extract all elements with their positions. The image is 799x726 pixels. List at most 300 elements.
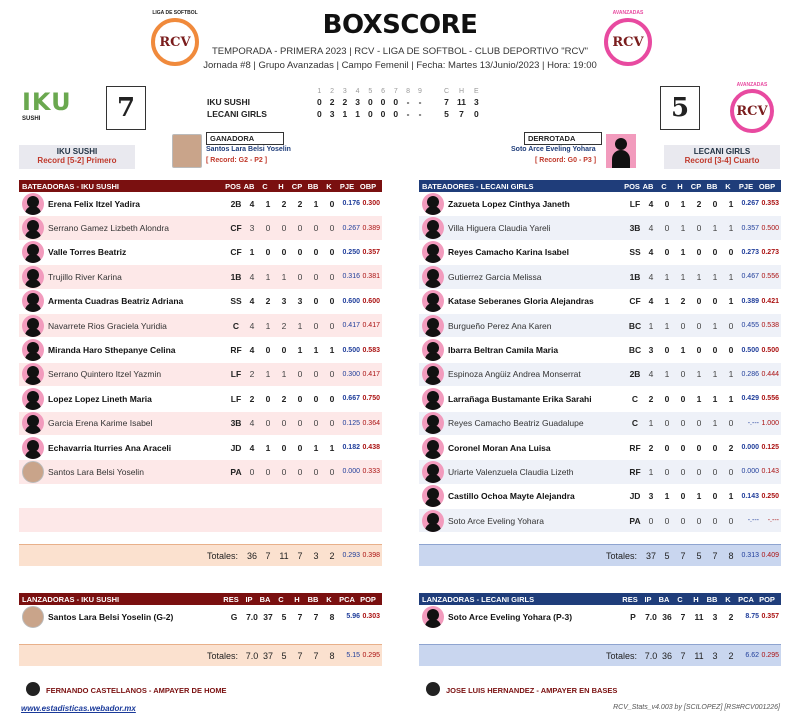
stat-k: 0 [728, 466, 734, 477]
col-head: PCA [738, 594, 754, 604]
player-name: Echavarria Iturries Ana Araceli [48, 442, 172, 453]
inning-runs: 0 [380, 109, 386, 119]
player-silhouette-icon [22, 412, 44, 434]
stat-bb: 0 [313, 271, 319, 282]
table-header [419, 180, 781, 192]
total-hits: 7 [459, 109, 464, 119]
stat-cp: 1 [696, 369, 702, 380]
stat-obp: 0.125 [761, 444, 779, 452]
col-head: C [262, 181, 268, 191]
stat-c: 0 [265, 345, 271, 356]
stat-obp: 0.364 [362, 419, 380, 427]
col-head: POS [225, 181, 241, 191]
total-hits: 11 [457, 97, 467, 107]
team-name: IKU SUSHI [207, 97, 250, 107]
player-row [19, 216, 382, 240]
total-runs: 7 [444, 97, 449, 107]
stat-c: 0 [664, 418, 670, 429]
stat-pje: 0.182 [342, 444, 360, 452]
player-row [419, 387, 781, 411]
stat-pje: 0.500 [741, 346, 759, 354]
player-silhouette-icon [22, 315, 44, 337]
stat-obp: 0.538 [761, 322, 779, 330]
stat-pje: 0.357 [741, 224, 759, 232]
stat-pje: 0.000 [741, 444, 759, 452]
player-silhouette-icon [422, 217, 444, 239]
player-silhouette-icon [422, 510, 444, 532]
ip: 7.0 [645, 611, 657, 622]
inning-runs: 0 [317, 109, 322, 119]
stat-pos: 2B [629, 369, 641, 380]
total-h: 11 [279, 550, 289, 561]
inning-runs: 0 [317, 97, 322, 107]
stat-c: 1 [265, 369, 271, 380]
player-name: Villa Higuera Claudia Yareli [448, 223, 551, 234]
total-c: 5 [664, 550, 670, 561]
player-name: Burgueño Perez Ana Karen [448, 320, 552, 331]
stat-obp: 0.444 [761, 370, 779, 378]
stat-pos: 3B [230, 418, 242, 429]
stat-k: 2 [728, 442, 734, 453]
stat-obp: 0.353 [761, 200, 779, 208]
player-name: Serrano Gamez Lizbeth Alondra [48, 223, 169, 234]
k: 8 [329, 611, 335, 622]
stat-c: 1 [664, 271, 670, 282]
stat-cp: 2 [696, 198, 702, 209]
col-head: RES [223, 594, 239, 604]
total-cp: 5 [696, 550, 702, 561]
total-ab: 36 [246, 550, 257, 561]
stat-pos: 2B [230, 198, 242, 209]
stat-h: 0 [680, 418, 686, 429]
stat-pos: CF [230, 223, 242, 234]
stat-k: 1 [728, 296, 734, 307]
stat-c: 0 [265, 418, 271, 429]
inning-runs: 3 [329, 109, 335, 119]
stat-h: 0 [281, 345, 287, 356]
total-h: 7 [680, 550, 686, 561]
logo-caption: LIGA DE SOFTBOL [152, 10, 198, 16]
total-k: 2 [329, 550, 335, 561]
stat-pje: 0.286 [741, 370, 759, 378]
runs-head: C [443, 88, 450, 95]
logo-caption: AVANZADAS [612, 10, 644, 16]
player-silhouette-icon [22, 437, 44, 459]
player-row [419, 412, 781, 436]
player-row [419, 290, 781, 314]
table-title: LANZADORAS - IKU SUSHI [22, 594, 120, 604]
stat-k: 0 [329, 369, 335, 380]
umpire-icon [26, 682, 40, 696]
player-silhouette-icon [22, 363, 44, 385]
stat-h: 2 [680, 296, 686, 307]
result: G [230, 611, 238, 622]
stat-obp: 0.381 [362, 273, 380, 281]
stat-h: 2 [281, 320, 287, 331]
stat-ab: 4 [648, 223, 654, 234]
player-row [19, 460, 382, 484]
stat-k: 1 [329, 442, 335, 453]
stat-c: 0 [664, 393, 670, 404]
linescore-row-home [203, 96, 483, 108]
stat-h: 0 [680, 466, 686, 477]
col-head: K [326, 594, 332, 604]
col-head: K [725, 594, 731, 604]
stat-k: 1 [728, 198, 734, 209]
stat-pos: JD [629, 491, 641, 502]
stat-bb: 0 [712, 515, 718, 526]
stat-pos: RF [230, 345, 242, 356]
player-name: Coronel Moran Ana Luisa [448, 442, 551, 453]
player-row [419, 216, 781, 240]
stat-c: 2 [265, 296, 271, 307]
stat-pos: JD [230, 442, 242, 453]
c: 5 [281, 611, 287, 622]
totals-label: Totales: [206, 550, 238, 561]
stat-pos: PA [629, 515, 641, 526]
player-row [19, 363, 382, 387]
stat-h: 0 [680, 320, 686, 331]
inning-runs: - [418, 97, 422, 107]
col-head: AB [642, 181, 654, 191]
col-head: BA [658, 594, 670, 604]
stat-pos: C [631, 393, 639, 404]
stat-ab: 4 [249, 271, 255, 282]
h: 11 [694, 611, 704, 622]
stat-k: 0 [329, 223, 335, 234]
col-head: RES [622, 594, 638, 604]
pitching-away-totals [419, 644, 781, 666]
stat-bb: 0 [313, 247, 319, 258]
batting-home-totals [19, 544, 382, 566]
player-row [419, 192, 781, 216]
stat-cp: 0 [696, 345, 702, 356]
stat-cp: 1 [696, 271, 702, 282]
table-header [19, 593, 382, 605]
stat-pje: 0.125 [342, 419, 360, 427]
stat-obp: -.--- [767, 517, 779, 525]
stat-cp: 0 [696, 515, 702, 526]
stat-cp: 0 [696, 418, 702, 429]
totals-label: Totales: [605, 650, 637, 661]
ip: 7.0 [246, 611, 258, 622]
stat-pje: -.--- [747, 419, 759, 427]
total-errors: 0 [474, 109, 479, 119]
player-name: Garcia Erena Karime Isabel [48, 418, 153, 429]
stat-bb: 0 [313, 418, 319, 429]
stat-ab: 1 [648, 466, 654, 477]
col-head: CP [690, 181, 702, 191]
col-head: C [661, 181, 667, 191]
empty-row [19, 508, 382, 532]
col-head: PCA [339, 594, 355, 604]
stat-ab: 4 [648, 247, 654, 258]
stat-bb: 0 [313, 320, 319, 331]
player-name: Zazueta Lopez Cinthya Janeth [448, 198, 570, 209]
stat-pje: 0.250 [342, 248, 360, 256]
col-head: OBP [758, 181, 776, 191]
stat-ab: 1 [648, 320, 654, 331]
stat-bb: 0 [712, 247, 718, 258]
stat-c: 1 [664, 320, 670, 331]
stat-c: 1 [265, 271, 271, 282]
stat-ab: 3 [249, 223, 255, 234]
stat-pje: 0.429 [741, 395, 759, 403]
losing-pitcher-name: Soto Arce Eveling Yohara [511, 146, 596, 153]
inning-head: 5 [368, 88, 373, 95]
player-row [19, 338, 382, 362]
stat-cp: 0 [696, 466, 702, 477]
stat-ab: 4 [249, 345, 255, 356]
col-head: POS [624, 181, 640, 191]
player-row [19, 290, 382, 314]
stat-bb: 0 [313, 296, 319, 307]
stat-k: 1 [728, 223, 734, 234]
stat-bb: 0 [313, 223, 319, 234]
player-row [419, 509, 781, 533]
stat-pje: 0.417 [342, 322, 360, 330]
stat-pos: SS [629, 247, 641, 258]
stat-obp: 0.556 [761, 273, 779, 281]
stat-cp: 1 [696, 393, 702, 404]
season-line: TEMPORADA - PRIMERA 2023 | RCV - LIGA DE SOFTBOL - CLUB DEPORTIVO "RCV" [211, 46, 589, 57]
website-link[interactable]: www.estadisticas.webador.mx [21, 704, 136, 713]
table-title: BATEADORAS - IKU SUSHI [22, 181, 119, 191]
stat-ab: 2 [249, 393, 255, 404]
total-pca: 5.15 [346, 652, 360, 659]
inning-head: 9 [418, 88, 422, 95]
player-silhouette-icon [422, 606, 444, 628]
player-name: Lopez Lopez Lineth Maria [48, 393, 152, 404]
player-row [19, 192, 382, 216]
stat-h: 2 [281, 393, 287, 404]
stat-obp: 0.357 [362, 248, 380, 256]
linescore-row-away [203, 108, 483, 120]
total-pje: 0.293 [342, 552, 360, 559]
stat-c: 0 [265, 466, 271, 477]
stat-cp: 0 [297, 223, 303, 234]
stat-bb: 1 [712, 271, 718, 282]
stat-c: 0 [664, 223, 670, 234]
stat-pos: C [631, 418, 639, 429]
rcv-logo: RCV [151, 18, 199, 66]
stat-c: 0 [664, 247, 670, 258]
team-name: LECANI GIRLS [693, 147, 751, 156]
stat-ab: 4 [249, 296, 255, 307]
stat-cp: 1 [297, 320, 303, 331]
player-silhouette-icon [422, 412, 444, 434]
stat-cp: 0 [297, 271, 303, 282]
col-head: C [677, 594, 683, 604]
player-photo [22, 606, 44, 628]
inning-head: 7 [393, 88, 398, 95]
stat-pje: 0.176 [342, 200, 360, 208]
pitching-home-totals [19, 644, 382, 666]
stat-bb: 0 [712, 198, 718, 209]
stat-pos: 1B [230, 271, 242, 282]
stat-bb: 0 [712, 296, 718, 307]
player-name: Navarrete Rios Graciela Yuridia [48, 320, 167, 331]
stat-c: 0 [664, 345, 670, 356]
inning-runs: 0 [367, 109, 373, 119]
col-head: PJE [339, 181, 355, 191]
stat-pos: CF [629, 296, 641, 307]
stat-bb: 1 [313, 345, 319, 356]
player-silhouette-icon [22, 388, 44, 410]
page-title: BOXSCORE [322, 10, 478, 40]
credit-text: RCV_Stats_v4.003 by [SCILOPEZ] [RS#RCV001226] [613, 704, 780, 711]
col-head: H [278, 181, 284, 191]
player-row [419, 241, 781, 265]
stat-c: 0 [664, 198, 670, 209]
stat-ab: 4 [648, 271, 654, 282]
ba: 36 [662, 611, 672, 622]
stat-ab: 3 [648, 345, 654, 356]
stat-ab: 4 [648, 296, 654, 307]
stat-ab: 4 [249, 418, 255, 429]
stat-pos: RF [629, 442, 641, 453]
stat-pos: 1B [629, 271, 641, 282]
stat-pos: LF [230, 369, 242, 380]
result: P [630, 611, 636, 622]
player-name: Ibarra Beltran Camila Maria [448, 345, 559, 356]
player-row [19, 436, 382, 460]
col-head: K [326, 181, 332, 191]
stat-cp: 0 [696, 247, 702, 258]
stat-ab: 2 [249, 369, 255, 380]
total-bb: 3 [712, 650, 718, 661]
inning-runs: 0 [380, 97, 386, 107]
stat-cp: 0 [297, 418, 303, 429]
team-name: LECANI GIRLS [207, 109, 267, 119]
player-name: Reyes Camacho Beatriz Guadalupe [448, 418, 584, 429]
player-silhouette-icon [422, 388, 444, 410]
stat-pje: 0.267 [342, 224, 360, 232]
stat-pje: 0.600 [342, 297, 360, 305]
col-head: K [725, 181, 731, 191]
player-row [19, 412, 382, 436]
player-silhouette-icon [22, 339, 44, 361]
player-name: Larrañaga Bustamante Erika Sarahi [448, 393, 592, 404]
batting-home-table [19, 180, 382, 485]
player-silhouette-icon [22, 266, 44, 288]
stat-k: 0 [728, 247, 734, 258]
inning-head: 8 [406, 88, 411, 95]
inning-runs: 2 [329, 97, 335, 107]
stat-ab: 4 [249, 442, 255, 453]
player-silhouette-icon [22, 217, 44, 239]
stat-k: 0 [329, 418, 335, 429]
total-bb: 7 [712, 550, 718, 561]
home-umpire: FERNANDO CASTELLANOS - AMPAYER DE HOME [46, 686, 227, 695]
stat-h: 0 [680, 369, 686, 380]
stat-k: 1 [728, 393, 734, 404]
col-head: AB [243, 181, 255, 191]
player-silhouette-icon [422, 266, 444, 288]
batting-away-totals [419, 544, 781, 566]
pca: 8.75 [745, 613, 759, 621]
hits-head: H [458, 88, 465, 95]
player-name: Armenta Cuadras Beatriz Adriana [48, 296, 184, 307]
home-team-logo [22, 88, 82, 122]
total-ip: 7.0 [644, 650, 658, 661]
table-title: LANZADORAS - LECANI GIRLS [422, 594, 535, 604]
col-head: POP [360, 594, 376, 604]
player-silhouette-icon [422, 315, 444, 337]
inning-head: 4 [355, 88, 360, 95]
inning-runs: 1 [342, 109, 348, 119]
player-name: Katase Seberanes Gloria Alejandras [448, 296, 594, 307]
player-row [19, 241, 382, 265]
stat-c: 0 [265, 223, 271, 234]
stat-k: 0 [329, 247, 335, 258]
player-name: Gutierrez Garcia Melissa [448, 271, 542, 282]
inning-head: 6 [381, 88, 385, 95]
pop: 0.303 [362, 613, 380, 621]
stat-cp: 1 [696, 491, 702, 502]
stat-pje: -.--- [747, 517, 759, 525]
stat-pos: LF [230, 393, 242, 404]
player-name: Trujillo River Karina [48, 271, 122, 282]
stat-k: 1 [728, 491, 734, 502]
totals-label: Totales: [206, 650, 238, 661]
col-head: POP [759, 594, 775, 604]
stat-pos: BC [628, 345, 642, 356]
stat-obp: 0.556 [761, 395, 779, 403]
stat-bb: 0 [313, 466, 319, 477]
umpire-icon [426, 682, 440, 696]
stat-ab: 4 [648, 369, 654, 380]
player-photo [22, 461, 44, 483]
winning-pitcher-photo [172, 134, 202, 168]
stat-obp: 0.417 [362, 322, 380, 330]
stat-pje: 0.455 [741, 322, 759, 330]
logo-caption: AVANZADAS [736, 82, 768, 88]
bb: 3 [712, 611, 718, 622]
stat-pje: 0.000 [741, 468, 759, 476]
stat-h: 2 [281, 198, 287, 209]
pitcher-row [419, 605, 781, 629]
stat-bb: 1 [712, 320, 718, 331]
inning-runs: - [406, 97, 410, 107]
stat-pje: 0.000 [342, 468, 360, 476]
stat-c: 1 [265, 320, 271, 331]
stat-pos: CF [230, 247, 242, 258]
stat-pje: 0.500 [342, 346, 360, 354]
stat-k: 0 [728, 320, 734, 331]
player-name: Uriarte Valenzuela Claudia Lizeth [448, 466, 574, 477]
stat-obp: 0.500 [761, 346, 779, 354]
stat-h: 3 [281, 296, 287, 307]
stat-pje: 0.467 [741, 273, 759, 281]
inning-runs: - [406, 109, 410, 119]
stat-obp: 0.583 [362, 346, 380, 354]
stat-cp: 0 [297, 466, 303, 477]
inning-runs: 0 [393, 97, 399, 107]
stat-bb: 1 [313, 198, 319, 209]
stat-pos: BC [628, 320, 642, 331]
stat-pje: 0.143 [741, 492, 759, 500]
stat-cp: 3 [297, 296, 303, 307]
game-info-line: Jornada #8 | Grupo Avanzadas | Campo Femenil | Fecha: Martes 13/Junio/2023 | Hora: 19:00 [203, 60, 597, 71]
home-score: 7 [106, 86, 146, 130]
stat-pos: PA [230, 466, 242, 477]
stat-h: 0 [281, 418, 287, 429]
away-team-logo [724, 82, 780, 133]
player-name: Valle Torres Beatriz [48, 247, 127, 258]
stat-h: 1 [281, 369, 287, 380]
col-head: H [294, 594, 300, 604]
